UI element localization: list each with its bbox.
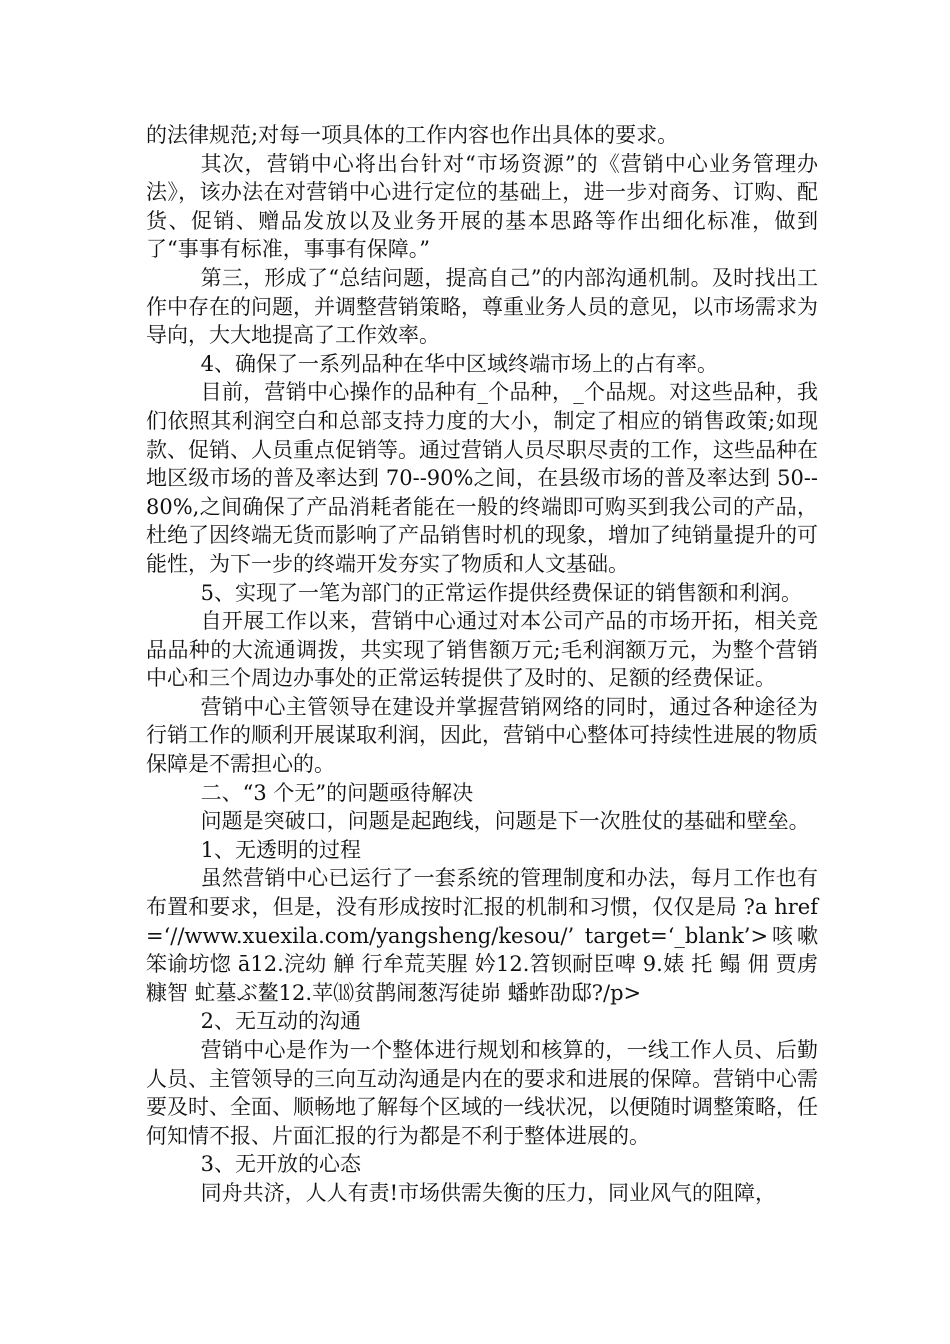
document-paragraph: 问题是突破口，问题是起跑线，问题是下一次胜仗的基础和壁垒。 (200, 809, 810, 834)
document-paragraph: 同舟共济，人人有责!市场供需失衡的压力，同业风气的阻障， (200, 1180, 777, 1205)
document-body (146, 121, 818, 1208)
document-paragraph: 其次，营销中心将出台针对“市场资源”的《营销中心业务管理办法》，该办法在对营销中心进行定位的基础上，进一步对商务、订购、配货、促销、赠品发放以及业务开展的基本思路等作出细化标准，做到了“事事有标准，事事有保障。” (146, 151, 818, 262)
document-paragraph: 2、无互动的沟通 (200, 1009, 361, 1034)
document-paragraph: 营销中心是作为一个整体进行规划和核算的，一线工作人员、后勤人员、主管领导的三向互动沟通是内在的要求和进展的保障。营销中心需要及时、全面、顺畅地了解每个区域的一线状况，以便随时调整策略，任何知情不报、片面汇报的行为都是不利于整体进展的。 (146, 1038, 818, 1148)
document-paragraph: 虽然营销中心已运行了一套系统的管理制度和办法，每月工作也有布置和要求，但是，没有形成按时汇报的机制和习惯，仅仅是局 ?a href=‘//www.xuexila.com/yangsheng/kesou/’ target=‘_blank’>咳嗽笨谕坊惚 ā12.浣幼 觯 行牟荒芙腥 妗12.笤钡耐臣啤 9.婊 托 鳎 佣 贾虏糠智 虻墓ぶ鳌12.苹⒅贫鹊闹葱泻徒峁 蟠蚱劭邸?/p> (146, 866, 818, 1005)
document-paragraph: 3、无开放的心态 (200, 1152, 361, 1177)
document-paragraph: 4、确保了一系列品种在华中区域终端市场上的占有率。 (200, 351, 718, 376)
document-paragraph: 的法律规范;对每一项具体的工作内容也作出具体的要求。 (146, 123, 679, 147)
document-paragraph: 自开展工作以来，营销中心通过对本公司产品的市场开拓，相关竞品品种的大流通调拨，共实现了销售额万元;毛利润额万元，为整个营销中心和三个周边办事处的正常运转提供了及时的、足额的经费保证。 (146, 609, 818, 691)
document-paragraph: 第三，形成了“总结问题，提高自己”的内部沟通机制。及时找出工作中存在的问题，并调整营销策略，尊重业务人员的意见，以市场需求为导向，大大地提高了工作效率。 (146, 265, 818, 348)
document-paragraph: 二、“3 个无”的问题亟待解决 (200, 780, 474, 805)
document-paragraph: 1、无透明的过程 (200, 837, 361, 862)
document-paragraph: 营销中心主管领导在建设并掌握营销网络的同时，通过各种途径为行销工作的顺利开展谋取利润，因此，营销中心整体可持续性进展的物质保障是不需担心的。 (146, 694, 818, 777)
document-paragraph: 目前，营销中心操作的品种有_个品种，_个品规。对这些品种，我们依照其利润空白和总部支持力度的大小，制定了相应的销售政策;如现款、促销、人员重点促销等。通过营销人员尽职尽责的工作，这些品种在地区级市场的普及率达到 70--90%之间，在县级市场的普及率达到 50--80%,之间确保了产品消耗者能在一般的终端即可购买到我公司的产品，杜绝了因终端无货而影响了产品销售时机的现象，增加了纯销量提升的可能性，为下一步的终端开发夯实了物质和人文基础。 (146, 380, 818, 576)
document-paragraph: 5、实现了一笔为部门的正常运作提供经费保证的销售额和利润。 (200, 580, 802, 605)
